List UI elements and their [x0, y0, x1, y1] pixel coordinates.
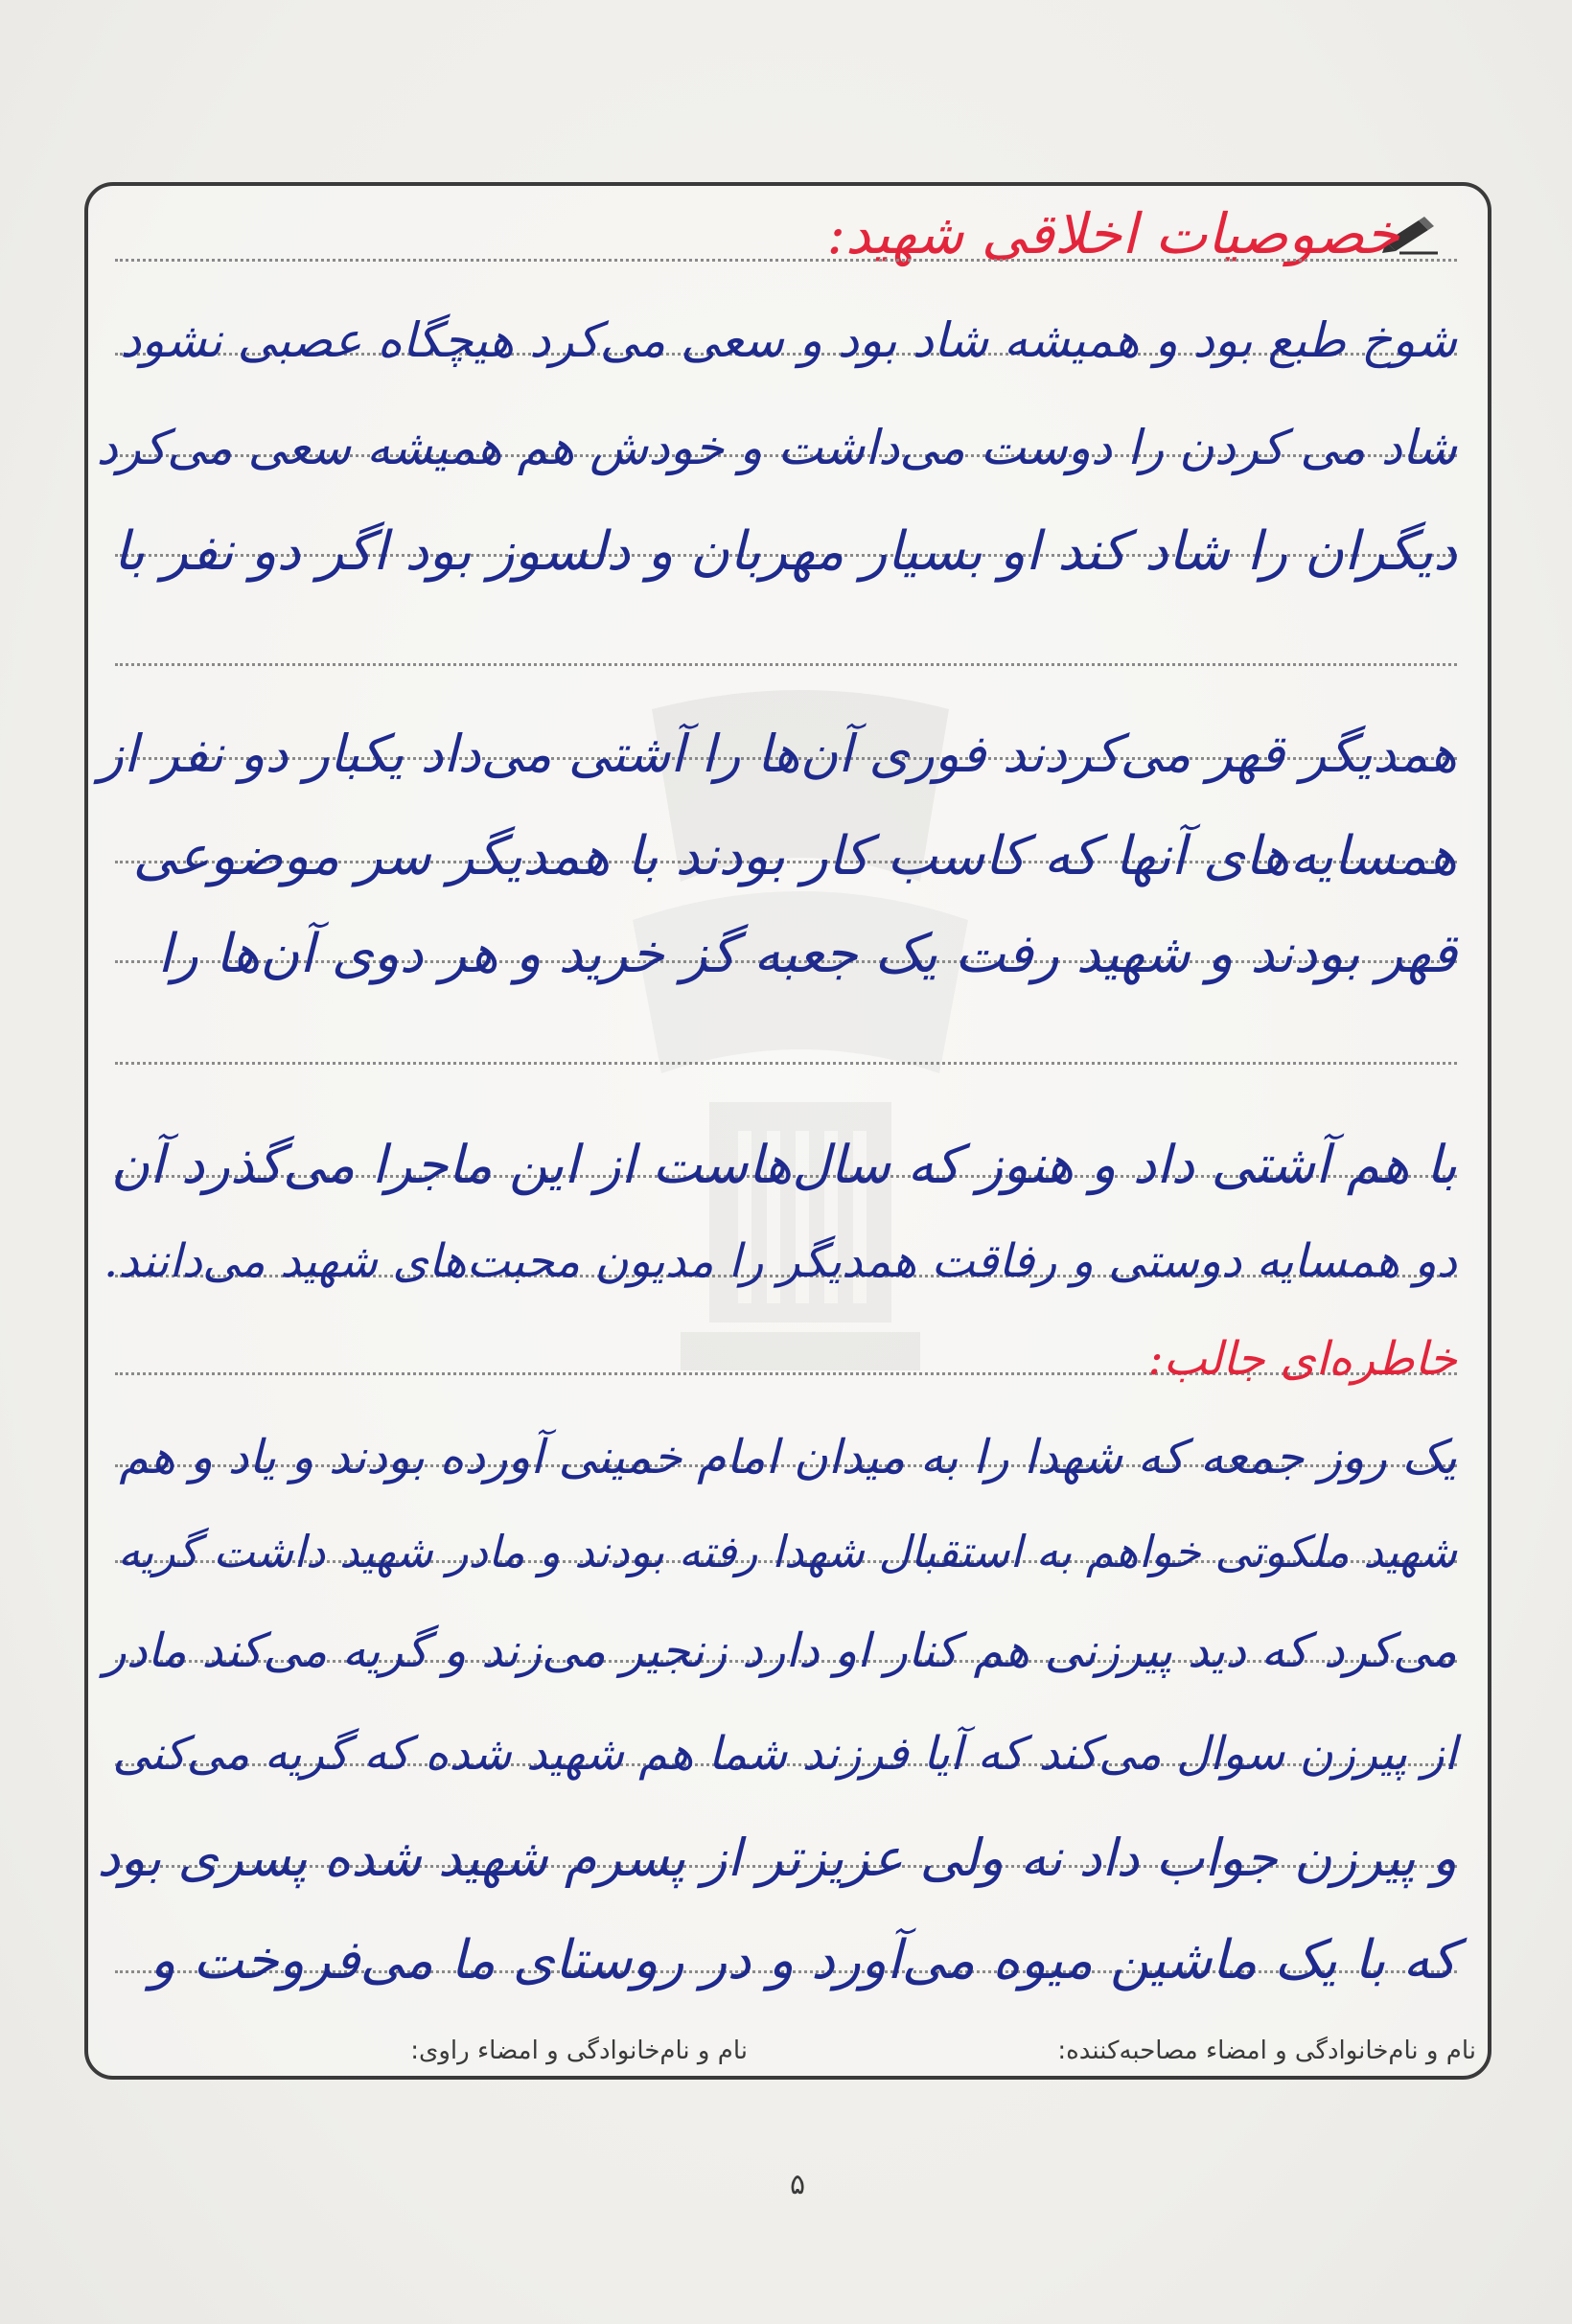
handwritten-line: با هم آشتی داد و هنوز که سال‌هاست از این ماجرا می‌گذرد آن — [110, 1134, 1457, 1195]
handwritten-line: دو همسایه دوستی و رفاقت همدیگر را مدیون محبت‌های شهید می‌دانند. — [103, 1234, 1457, 1288]
ruled-line — [115, 663, 1457, 666]
handwritten-line: از پیرزن سوال می‌کند که آیا فرزند شما هم شهید شده که گریه می‌کنی — [112, 1727, 1457, 1781]
handwritten-line: همدیگر قهر می‌کردند فوری آن‌ها را آشتی می‌داد یکبار دو نفر از — [98, 724, 1457, 784]
handwritten-line: شاد می کردن را دوست می‌داشت و خودش هم همیشه سعی می‌کرد — [96, 420, 1457, 475]
section-heading: خصوصیات اخلاقی شهید: — [826, 201, 1399, 266]
handwritten-line: یک روز جمعه که شهدا را به میدان امام خمینی آورده بودند و یاد و هم — [119, 1430, 1457, 1484]
handwritten-line: که با یک ماشین میوه می‌آورد و در روستای ما می‌فروخت و — [150, 1929, 1457, 1991]
sub-heading: خاطره‌ای جالب: — [1147, 1332, 1457, 1386]
page-number: ۵ — [789, 2168, 806, 2201]
handwritten-line: شهید ملکوتی خواهم به استقبال شهدا رفته بودند و مادر شهید داشت گریه — [117, 1526, 1457, 1577]
handwritten-line: شوخ طبع بود و همیشه شاد بود و سعی می‌کرد هیچگاه عصبی نشود — [120, 312, 1457, 368]
interviewer-signature-label: نام و نام‌خانوادگی و امضاء مصاحبه‌کننده: — [1057, 2036, 1476, 2065]
handwritten-line: قهر بودند و شهید رفت یک جعبه گز خرید و هر دوی آن‌ها را — [157, 923, 1457, 985]
handwritten-line: دیگران را شاد کند او بسیار مهربان و دلسوز بود اگر دو نفر با — [113, 520, 1457, 583]
ruled-line — [115, 259, 1457, 262]
ruled-line — [115, 1062, 1457, 1065]
narrator-signature-label: نام و نام‌خانوادگی و امضاء راوی: — [410, 2036, 748, 2065]
handwritten-line: همسایه‌های آنها که کاسب کار بودند با همدیگر سر موضوعی — [132, 825, 1457, 887]
handwritten-line: و پیرزن جواب داد نه ولی عزیزتر از پسرم شهید شده پسری بود — [97, 1828, 1457, 1888]
handwritten-line: می‌کرد که دید پیرزنی هم کنار او دارد زنجیر می‌زند و گریه می‌کند مادر — [104, 1623, 1457, 1678]
